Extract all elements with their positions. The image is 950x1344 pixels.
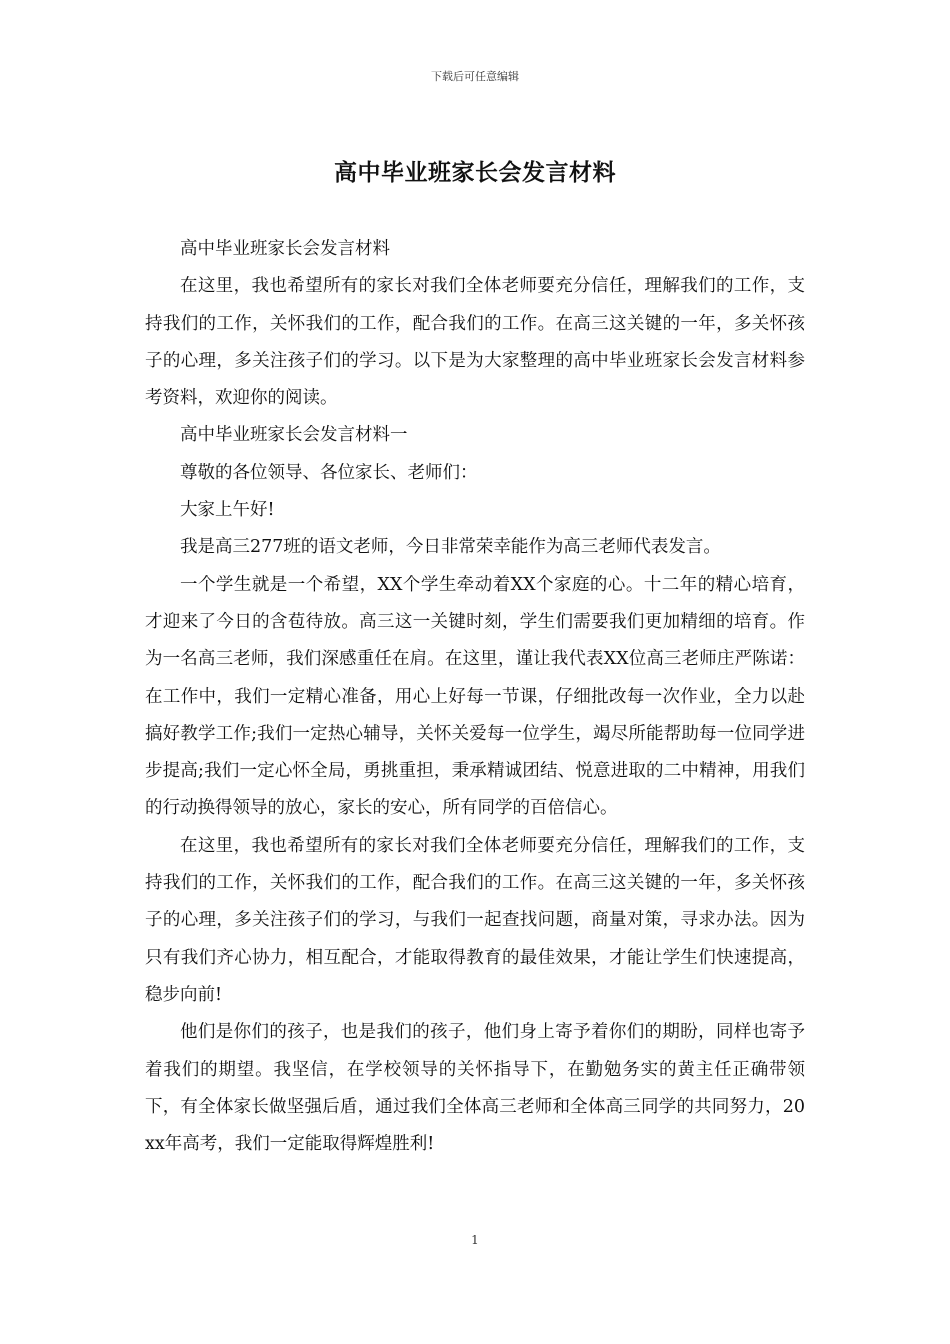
paragraph-subtitle: 高中毕业班家长会发言材料 [180, 239, 390, 259]
paragraph-self-introduction: 我是高三277班的语文老师，今日非常荣幸能作为高三老师代表发言。 [180, 537, 721, 558]
header-note: 下载后可任意编辑 [431, 70, 519, 83]
paragraph-greeting: 大家上午好! [180, 500, 275, 521]
document-title: 高中毕业班家长会发言材料 [334, 159, 616, 186]
paragraph-intro: 在这里，我也希望所有的家长对我们全体老师要充分信任，理解我们的工作，支持我们的工作，关怀我们的工作，配合我们的工作。在高三这关键的一年，多关怀孩子的心理，多关注孩子们的学习。以下是为大家整理的高中毕业班家长会发言材料参考资料，欢迎你的阅读。 [145, 276, 805, 409]
paragraph-teacher-pledge: 一个学生就是一个希望，XX个学生牵动着XX个家庭的心。十二年的精心培育，才迎来了今日的含苞待放。高三这一关键时刻，学生们需要我们更加精细的培育。作为一名高三老师，我们深感重任在肩。在这里，谨让我代表XX位高三老师庄严陈诺：在工作中，我们一定精心准备，用心上好每一节课，仔细批改每一次作业，全力以赴搞好教学工作;我们一定热心辅导，关怀关爱每一位学生，竭尽所能帮助每一位同学进步提高;我们一定心怀全局，勇挑重担，秉承精诚团结、悦意进取的二中精神，用我们的行动换得领导的放心，家长的安心，所有同学的百倍信心。 [145, 574, 805, 819]
paragraph-closing: 他们是你们的孩子，也是我们的孩子，他们身上寄予着你们的期盼，同样也寄予着我们的期望。我坚信，在学校领导的关怀指导下，在勤勉务实的黄主任正确带领下，有全体家长做坚强后盾，通过我们全体高三老师和全体高三同学的共同努力，20xx年高考，我们一定能取得辉煌胜利! [145, 1022, 805, 1155]
paragraph-parent-request: 在这里，我也希望所有的家长对我们全体老师要充分信任，理解我们的工作，支持我们的工作，关怀我们的工作，配合我们的工作。在高三这关键的一年，多关怀孩子的心理，多关注孩子们的学习，与我们一起查找问题，商量对策，寻求办法。因为只有我们齐心协力，相互配合，才能取得教育的最佳效果，才能让学生们快速提高，稳步向前! [145, 835, 805, 1005]
document-body [145, 231, 805, 1163]
paragraph-section-heading: 高中毕业班家长会发言材料一 [180, 425, 408, 446]
page-number: 1 [471, 1233, 479, 1247]
paragraph-salutation: 尊敬的各位领导、各位家长、老师们： [180, 462, 478, 483]
